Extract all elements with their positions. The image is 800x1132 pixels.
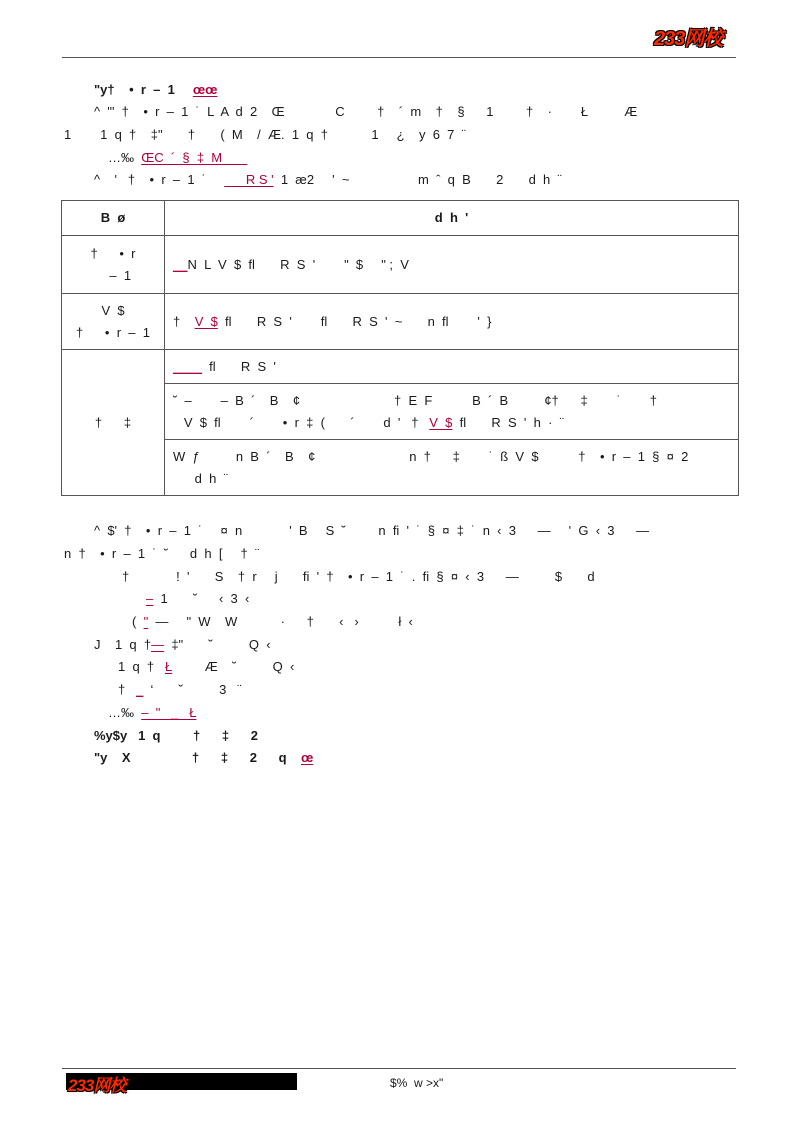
header-logo: 233网校: [654, 28, 723, 50]
text-segment: …‰: [108, 150, 142, 165]
paragraph-line: [94, 82, 217, 98]
text-segment: …‰: [108, 705, 142, 720]
table-content-cell: [165, 440, 739, 496]
table-content-cell: [165, 350, 739, 384]
table-header-cell: d h ': [165, 201, 739, 236]
underlined-text: –: [146, 591, 154, 606]
paragraph-line: [108, 705, 196, 721]
header-rule: [62, 57, 736, 58]
text-segment: fl R S ' fl R S ' ~ n fl ' }: [217, 313, 492, 329]
table-content-cell: [165, 236, 739, 294]
underlined-text: ŒC ´ § ‡ M: [141, 150, 248, 165]
text-segment: ‘ ˘ 3 ¨: [143, 682, 242, 697]
table-header-cell: B ø: [62, 201, 165, 236]
underlined-text: V $: [429, 414, 453, 430]
underlined-text: – " _ Ł: [141, 705, 197, 720]
text-segment: V $ fl ´ • r ‡ ( ´ d ' †: [173, 414, 430, 430]
table-label-cell: † ‡: [62, 350, 165, 496]
text-segment: 1 1 q † ‡" † ( M / Æ. 1 q † 1 ¿ y 6 7 ¨: [64, 127, 466, 142]
underlined-text: V $: [194, 313, 218, 329]
table-content-cell: [165, 384, 739, 440]
underlined-text: _: [136, 682, 144, 697]
table-label-cell: † • r – 1: [62, 236, 165, 294]
underlined-text: œœ: [192, 82, 218, 97]
underlined-text: ": [143, 614, 149, 629]
cell-line: [173, 390, 730, 412]
paragraph-line: [64, 546, 259, 562]
table-content-cell: [165, 294, 739, 350]
underlined-text: —: [151, 637, 165, 652]
text-segment: (: [132, 614, 144, 629]
paragraph-line: [94, 750, 313, 766]
paragraph-line: [94, 523, 649, 539]
text-segment: ^ $' † • r – 1 ˙ ¤ n ' B S ˘ n fi ' ˙ § ¤ ‡ ˙ n ‹ 3 — ' G ‹ 3 —: [94, 523, 650, 538]
paragraph-line: [94, 172, 562, 188]
text-segment: †: [118, 682, 137, 697]
text-segment: fl R S ': [201, 358, 276, 374]
text-segment: fl R S ' h · ¨: [452, 414, 564, 430]
cell-line: [173, 356, 730, 378]
paragraph-line: [118, 659, 294, 675]
text-segment: N L V $ fl R S ' " $ " ; V: [187, 256, 409, 272]
text-segment: †: [173, 313, 195, 329]
footer-logo: 233网校: [68, 1076, 126, 1095]
options-table: [61, 200, 739, 496]
text-segment: 1 q †: [118, 659, 165, 674]
footer-rule: [62, 1068, 736, 1069]
footer-page-number: $% w >x": [390, 1076, 444, 1090]
text-segment: — " W W · † ‹ › ł ‹: [148, 614, 413, 629]
text-segment: "y† • r – 1: [94, 82, 193, 97]
text-segment: 1 ˘ ‹ 3 ‹: [153, 591, 250, 606]
table-row: [62, 294, 739, 350]
cell-line: [173, 412, 730, 434]
table-label-cell: V $ † • r – 1: [62, 294, 165, 350]
text-segment: ^ "' † • r – 1 ˙ L A d 2 Œ C † ´ m † § 1 † · Ł Æ: [94, 104, 638, 119]
cell-line: [173, 468, 730, 490]
paragraph-line: [64, 127, 466, 143]
text-segment: %y$y 1 q † ‡ 2: [94, 728, 259, 743]
text-segment: W ƒ n B ´ B ¢ n † ‡ ˙ ß V $ † • r – 1 § ¤ 2: [173, 448, 689, 464]
paragraph-line: [118, 682, 242, 698]
cell-line: [173, 311, 730, 333]
cell-line: [173, 446, 730, 468]
text-segment: d h ¨: [173, 470, 228, 486]
text-segment: ˘ – – B ´ B ¢ † E F B ´ B ¢† ‡ ˙ †: [173, 392, 658, 408]
text-segment: † ! ' S † r j fi ' † • r – 1 ˙ . fi § ¤ ‹ 3 — $ d: [122, 569, 595, 584]
paragraph-line: [132, 614, 413, 630]
paragraph-line: [94, 104, 637, 120]
paragraph-line: [108, 150, 247, 166]
underlined-text: R S ': [224, 172, 274, 187]
paragraph-line: [94, 637, 271, 653]
underlined-text: __: [173, 256, 188, 272]
text-segment: 1 æ2 ' ~ m ˆ q B 2 d h ¨: [273, 172, 562, 187]
table-header-row: [62, 201, 739, 236]
paragraph-line: [146, 591, 249, 607]
text-segment: Æ ˘ Q ‹: [172, 659, 295, 674]
text-segment: ‡" ˘ Q ‹: [164, 637, 271, 652]
text-segment: "y X † ‡ 2 q: [94, 750, 302, 765]
underlined-text: ____: [173, 358, 202, 374]
table-row: [62, 350, 739, 384]
underlined-text: Ł: [164, 659, 173, 674]
underlined-text: œ: [301, 750, 314, 765]
text-segment: ^ ' † • r – 1 ˙: [94, 172, 225, 187]
text-segment: J 1 q †: [94, 637, 152, 652]
table-row: [62, 236, 739, 294]
paragraph-line: [94, 728, 258, 744]
cell-line: [173, 254, 730, 276]
paragraph-line: [122, 569, 595, 585]
text-segment: n † • r – 1 ˙ ˘ d h [ † ¨: [64, 546, 260, 561]
